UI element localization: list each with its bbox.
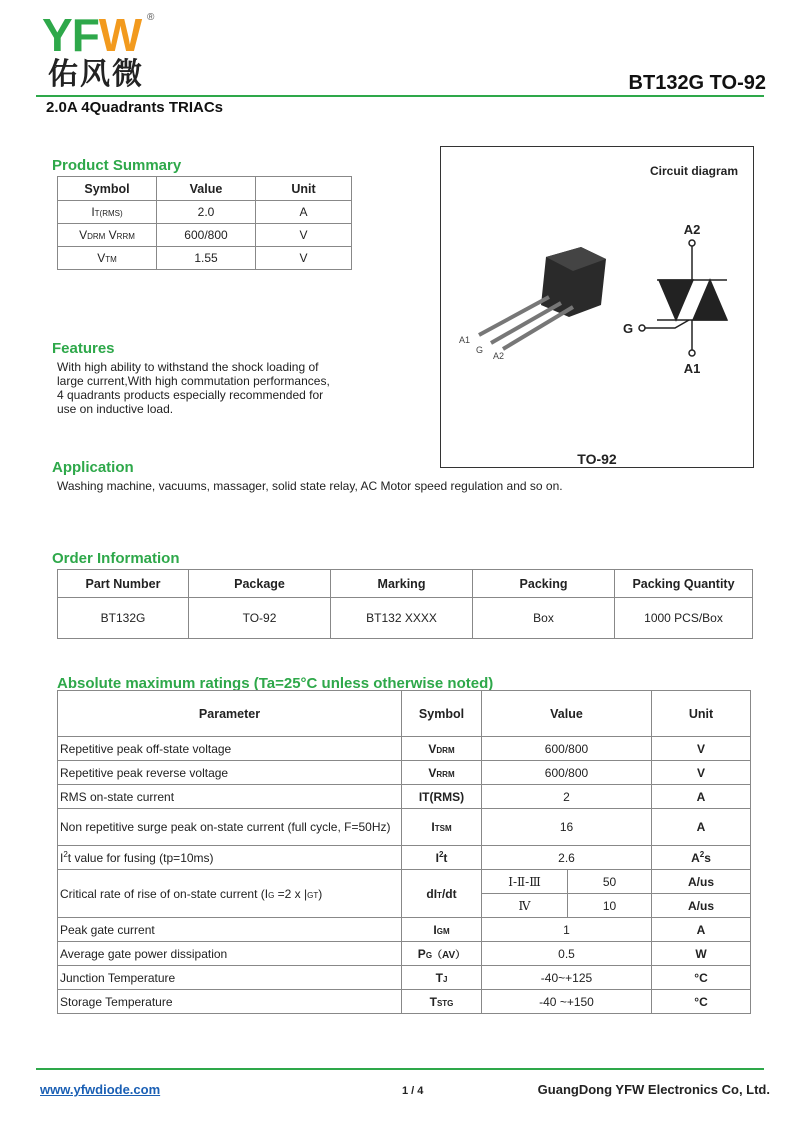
unit-cell: A	[652, 809, 751, 846]
table-row	[58, 737, 751, 761]
symbol-cell: IT(RMS)	[58, 201, 157, 224]
column-header: Symbol	[402, 691, 482, 737]
value-cell: 600/800	[482, 737, 652, 761]
parameter-cell: Storage Temperature	[58, 990, 402, 1014]
packing-cell: Box	[473, 598, 615, 639]
logo-chinese-name: 佑风微	[48, 57, 144, 92]
table-row	[58, 761, 751, 785]
unit-cell: V	[652, 737, 751, 761]
symbol-cell: $I^2t$	[402, 846, 482, 870]
application-text: Washing machine, vacuums, massager, solid state relay, AC Motor speed regulation and so on.	[57, 479, 563, 493]
registered-mark: ®	[147, 12, 155, 23]
logo-letter-w: W	[98, 9, 142, 61]
header-rule	[36, 95, 764, 97]
brand-logo	[42, 9, 142, 61]
unit-cell: W	[652, 942, 751, 966]
value-cell: 50	[568, 870, 652, 894]
page-number: 1 / 4	[402, 1085, 424, 1097]
table-row	[58, 247, 352, 270]
pin-label-g: G	[622, 321, 634, 336]
column-header: Package	[189, 570, 331, 598]
unit-cell: A/us	[652, 870, 751, 894]
table-row	[58, 846, 751, 870]
table-row	[58, 785, 751, 809]
company-name: GuangDong YFW Electronics Co, Ltd.	[537, 1082, 770, 1097]
unit-cell: V	[256, 224, 352, 247]
symbol-cell: TSTG	[402, 990, 482, 1014]
column-header: Parameter	[58, 691, 402, 737]
circuit-diagram-box	[440, 146, 754, 468]
leg-label-g: G	[476, 345, 484, 355]
features-line: use on inductive load.	[57, 402, 174, 416]
symbol-cell: IGM	[402, 918, 482, 942]
parameter-cell: Peak gate current	[58, 918, 402, 942]
value-cell: 16	[482, 809, 652, 846]
table-row	[58, 598, 753, 639]
pin-label-a2: A2	[683, 222, 701, 237]
features-title: Features	[52, 340, 115, 357]
package-cell: TO-92	[189, 598, 331, 639]
part-number-cell: BT132G	[58, 598, 189, 639]
unit-cell: A	[652, 918, 751, 942]
parameter-cell: RMS on-state current	[58, 785, 402, 809]
unit-cell: V	[652, 761, 751, 785]
logo-letter-f: F	[71, 9, 99, 61]
features-line: 4 quadrants products especially recommended for	[57, 388, 324, 402]
quadrant-cell: Ⅳ	[482, 894, 568, 918]
column-header: Unit	[256, 177, 352, 201]
features-text	[57, 360, 330, 416]
symbol-cell: VRRM	[402, 761, 482, 785]
unit-cell: A	[652, 785, 751, 809]
value-cell: 10	[568, 894, 652, 918]
leg-label-a1: A1	[459, 335, 471, 345]
pin-label-a1: A1	[683, 361, 701, 376]
logo-letter-y: Y	[42, 9, 72, 61]
column-header: Packing Quantity	[615, 570, 753, 598]
symbol-cell: VTM	[58, 247, 157, 270]
parameter-cell: Junction Temperature	[58, 966, 402, 990]
table-row	[58, 966, 751, 990]
value-cell: 0.5	[482, 942, 652, 966]
table-row	[58, 201, 352, 224]
table-header-row	[58, 177, 352, 201]
value-cell: -40 ~+150	[482, 990, 652, 1014]
column-header: Value	[482, 691, 652, 737]
unit-cell: °C	[652, 966, 751, 990]
unit-cell: A/us	[652, 894, 751, 918]
absolute-max-ratings-table	[57, 690, 751, 1014]
table-row	[58, 870, 751, 894]
column-header: Packing	[473, 570, 615, 598]
value-cell: 2.0	[157, 201, 256, 224]
parameter-cell: Critical rate of rise of on-state current (IG =2 x |GT)	[58, 870, 402, 918]
column-header: Unit	[652, 691, 751, 737]
value-cell: 600/800	[157, 224, 256, 247]
triac-symbol-icon	[639, 240, 727, 356]
order-information-title: Order Information	[52, 550, 180, 567]
column-header: Marking	[331, 570, 473, 598]
value-cell: 2	[482, 785, 652, 809]
table-row	[58, 809, 751, 846]
packing-quantity-cell: 1000 PCS/Box	[615, 598, 753, 639]
value-cell: 1	[482, 918, 652, 942]
value-cell: -40~+125	[482, 966, 652, 990]
table-row	[58, 990, 751, 1014]
features-line: large current,With high commutation performances,	[57, 374, 330, 388]
column-header: Part Number	[58, 570, 189, 598]
parameter-cell: $I^2t$ value for fusing (tp=10ms)	[58, 846, 402, 870]
column-header: Value	[157, 177, 256, 201]
package-label: TO-92	[577, 451, 617, 467]
table-row	[58, 942, 751, 966]
product-summary-title: Product Summary	[52, 157, 182, 174]
parameter-cell: Non repetitive surge peak on-state current (full cycle, F=50Hz)	[58, 809, 402, 846]
to92-package-icon	[479, 247, 606, 349]
order-information-table	[57, 569, 753, 639]
table-header-row	[58, 570, 753, 598]
unit-cell: A	[256, 201, 352, 224]
product-summary-table	[57, 176, 352, 270]
symbol-cell: IT(RMS)	[402, 785, 482, 809]
value-cell: 1.55	[157, 247, 256, 270]
unit-cell: °C	[652, 990, 751, 1014]
table-row	[58, 918, 751, 942]
quadrant-cell: Ⅰ-Ⅱ-Ⅲ	[482, 870, 568, 894]
package-and-symbol-drawing	[441, 147, 753, 467]
table-row	[58, 224, 352, 247]
document-title: BT132G TO-92	[628, 72, 766, 94]
ratings-title: Absolute maximum ratings (Ta=25°C unless otherwise noted)	[57, 675, 494, 692]
symbol-cell: dIT/dt	[402, 870, 482, 918]
table-header-row	[58, 691, 751, 737]
value-cell: 600/800	[482, 761, 652, 785]
circuit-diagram-title: Circuit diagram	[649, 164, 739, 178]
symbol-cell: ITSM	[402, 809, 482, 846]
leg-label-a2: A2	[493, 351, 505, 361]
marking-cell: BT132 XXXX	[331, 598, 473, 639]
unit-cell: V	[256, 247, 352, 270]
application-title: Application	[52, 459, 134, 476]
symbol-cell: PG（AV）	[402, 942, 482, 966]
website-link[interactable]: www.yfwdiode.com	[40, 1082, 161, 1097]
footer-rule	[36, 1068, 764, 1070]
value-cell: 2.6	[482, 846, 652, 870]
unit-cell: $A^2s$	[652, 846, 751, 870]
parameter-cell: Repetitive peak reverse voltage	[58, 761, 402, 785]
features-line: With high ability to withstand the shock loading of	[57, 360, 319, 374]
document-subtitle: 2.0A 4Quadrants TRIACs	[46, 99, 223, 116]
column-header: Symbol	[58, 177, 157, 201]
symbol-cell: VDRM	[402, 737, 482, 761]
parameter-cell: Average gate power dissipation	[58, 942, 402, 966]
symbol-cell: VDRM VRRM	[58, 224, 157, 247]
parameter-cell: Repetitive peak off-state voltage	[58, 737, 402, 761]
symbol-cell: TJ	[402, 966, 482, 990]
